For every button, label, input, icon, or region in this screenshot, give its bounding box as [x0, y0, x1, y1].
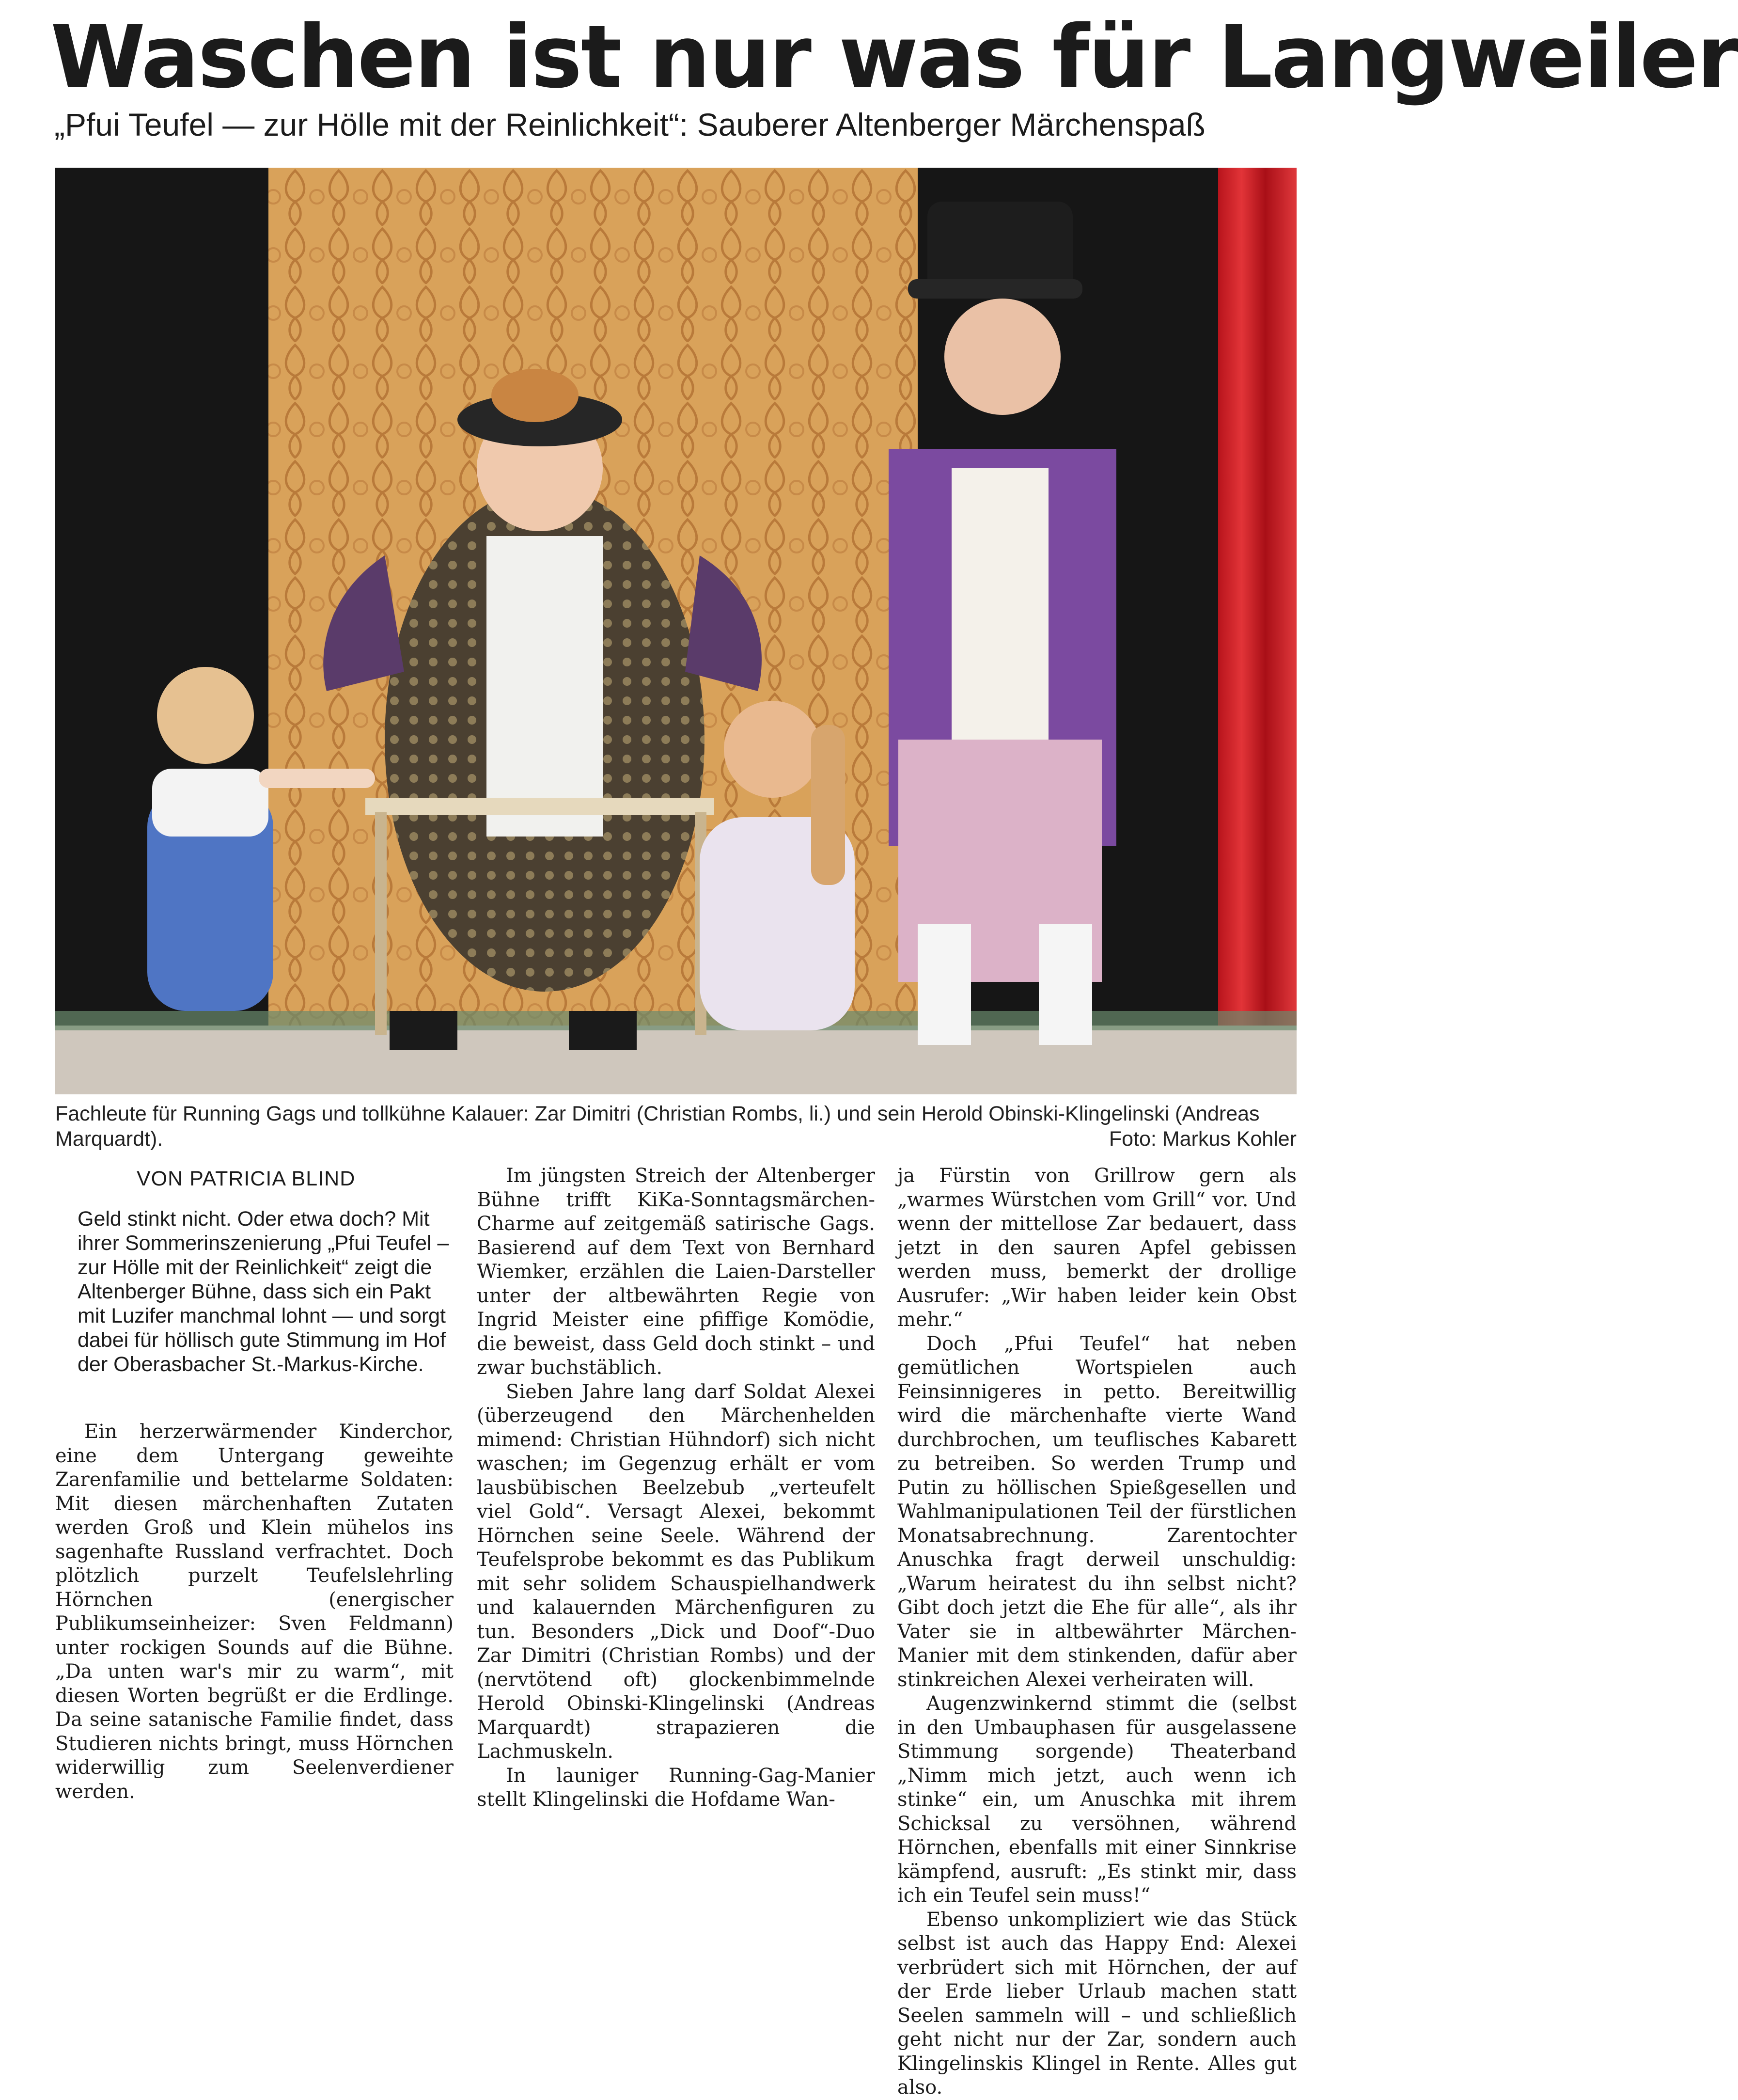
photo-credit: Foto: Markus Kohler — [1109, 1127, 1297, 1151]
article-column-2 — [477, 1164, 875, 1812]
paragraph: Augenzwinkernd stimmt die (selbst in den Umbauphasen für ausgelassene Stimmung sorgende) Theaterband „Nimm mich jetzt, auch wenn ich stinke“ ein, um Anuschka mit ihrem Schicksal zu versöhnen, während Hörnchen, ebenfalls mit einer Sinnkrise kämpfend, ausruft: „Es stinkt mir, dass ich ein Teufel sein muss!“ — [897, 1692, 1297, 1907]
caption-text: Fachleute für Running Gags und tollkühne Kalauer: Zar Dimitri (Christian Rombs, li.) und sein Herold Obinski-Klingelinski (Andreas Marquardt). — [55, 1102, 1260, 1151]
paragraph: In launiger Running-Gag-Manier stellt Klingelinski die Hofdame Wan- — [477, 1764, 875, 1811]
subheadline: „Pfui Teufel — zur Hölle mit der Reinlichkeit“: Sauberer Altenberger Märchenspaß — [54, 107, 1206, 142]
paragraph: ja Fürstin von Grillrow gern als „warmes Würstchen vom Grill“ vor. Und wenn der mittellose Zar bedauert, dass jetzt in den sauren Apfel gebissen werden muss, bemerkt der drollige Ausrufer: „Wir haben leider kein Obst mehr.“ — [897, 1165, 1297, 1331]
headline: Waschen ist nur was für Langweiler — [50, 7, 1738, 107]
article-column-1 — [55, 1420, 454, 1804]
paragraph: Ebenso unkompliziert wie das Stück selbst ist auch das Happy End: Alexei verbrüdert sich mit Hörnchen, der auf der Erde lieber Urlaub machen statt Seelen sammeln will – und schließlich geht nicht nur der Zar, sondern auch Klingelinskis Klingel in Rente. Alles gut also. — [897, 1908, 1297, 2099]
byline: VON PATRICIA BLIND — [137, 1167, 356, 1190]
lead-paragraph: Geld stinkt nicht. Oder etwa doch? Mit ihrer Sommerinszenierung „Pfui Teufel – zur Hölle mit der Reinlichkeit“ zeigt die Altenberger Bühne, dass sich ein Pakt mit Luzifer manchmal lohnt — und sorgt dabei für höllisch gute Stimmung im Hof der Oberasbacher St.-Markus-Kirche. — [78, 1207, 449, 1376]
photo-caption — [55, 1101, 1297, 1152]
paragraph: Im jüngsten Streich der Altenberger Bühne trifft KiKa-Sonntagsmärchen-Charme auf zeitgemäß satirische Gags. Basierend auf dem Text von Bernhard Wiemker, erzählen die Laien-Darsteller unter der altbewährten Regie von Ingrid Meister eine pfiffige Komödie, die beweist, dass Geld doch stinkt – und zwar buchstäblich. — [477, 1165, 875, 1379]
stage-photo — [55, 168, 1297, 1094]
paragraph: Ein herzerwärmender Kinderchor, eine dem Untergang geweihte Zarenfamilie und bettelarme Soldaten: Mit diesen märchenhaften Zutaten werden Groß und Klein mühelos ins sagenhafte Russland verfrachtet. Doch plötzlich purzelt Teufelslehrling Hörnchen (energischer Publikumseinheizer: Sven Feldmann) unter rockigen Sounds auf die Bühne. „Da unten war's mir zu warm“, mit diesen Worten begrüßt er die Erdlinge. Da seine satanische Familie findet, dass Studieren nichts bringt, muss Hörnchen widerwillig zum Seelenverdiener werden. — [55, 1421, 454, 1803]
stage-photo-illustration — [55, 168, 1297, 1094]
paragraph: Sieben Jahre lang darf Soldat Alexei (überzeugend den Märchenhelden mimend: Christian Hühndorf) sich nicht waschen; im Gegenzug erhält er vom lausbübischen Beelzebub „verteufelt viel Gold“. Versagt Alexei, bekommt Hörnchen seine Seele. Während der Teufelsprobe bekommt es das Publikum mit sehr solidem Schauspielhandwerk und kalauernden Märchenfiguren zu tun. Besonders „Dick und Doof“-Duo Zar Dimitri (Christian Rombs) und der (nervtötend oft) glockenbimmelnde Herold Obinski-Klingelinski (Andreas Marquardt) strapazieren die Lachmuskeln. — [477, 1380, 875, 1763]
article-column-3 — [897, 1164, 1297, 2100]
paragraph: Doch „Pfui Teufel“ hat neben gemütlichen Wortspielen auch Feinsinnigeres in petto. Bereitwillig wird die märchenhafte vierte Wand durchbrochen, um teuflisches Kabarett zu betreiben. So werden Trump und Putin zu höllischen Spießgesellen und Wahlmanipulationen Teil der fürstlichen Monatsabrechnung. Zarentochter Anuschka fragt derweil unschuldig: „Warum heiratest du ihn selbst nicht? Gibt doch jetzt die Ehe für alle“, als ihr Vater sie in altbewährter Märchen-Manier mit dem stinkenden, dafür aber stinkreichen Alexei verheiraten will. — [897, 1332, 1297, 1691]
